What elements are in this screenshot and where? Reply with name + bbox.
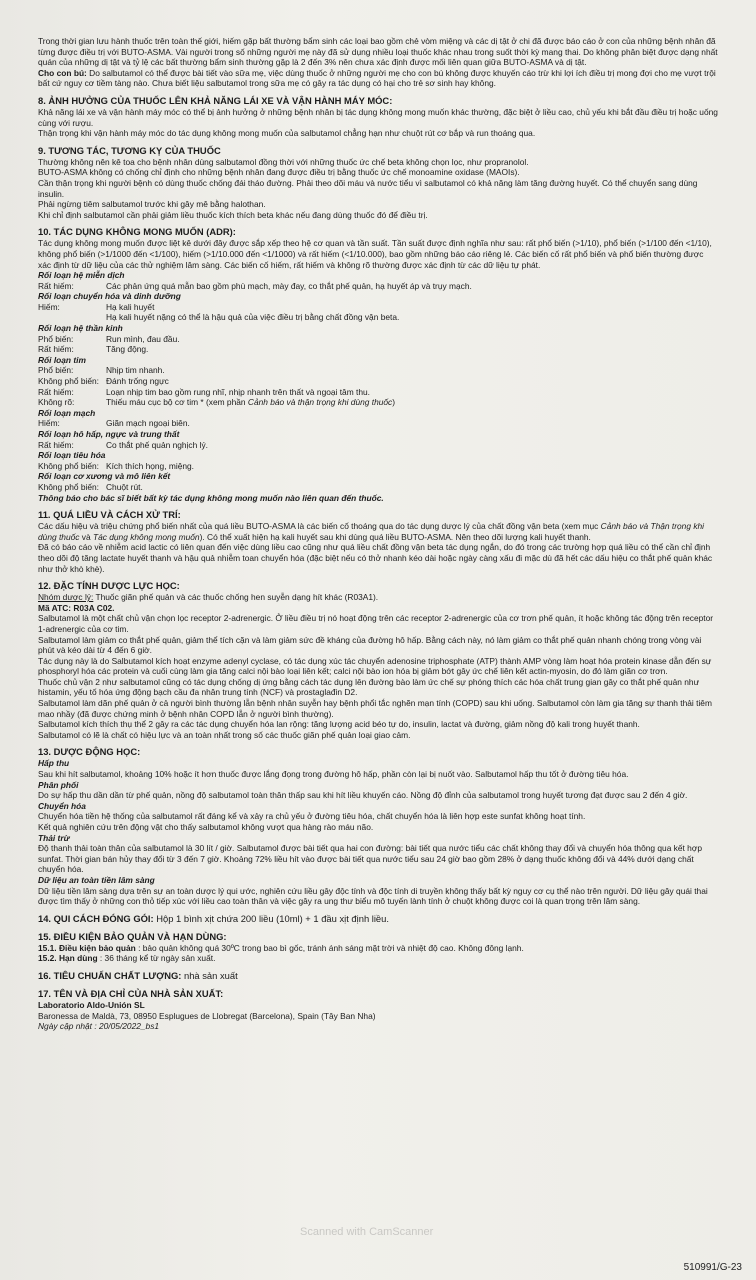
section-9-p3: Cần thận trọng khi người bệnh có dùng thuốc chống đái tháo đường. Phải theo dõi máu và nước tiểu vì salbutamol có khả năng làm tăng đường huyết. Có thể chuyển sang dùng insulin. [38,177,698,199]
breastfeeding-label: Cho con bú: [38,67,87,78]
section-8-title: 8. ẢNH HƯỞNG CỦA THUỐC LÊN KHẢ NĂNG LÁI XE VÀ VẬN HÀNH MÁY MÓC: [38,94,393,106]
metabolism-text: Chuyển hóa tiền hệ thống của salbutamol rất đáng kể và xảy ra chủ yếu ở đường tiêu hóa, chất chuyển hóa là liên hợp este sunfat không hoạt tính. [38,811,586,822]
metabolism-text-2: Kết quả nghiên cứu trên động vật cho thấy salbutamol không vượt qua hàng rào máu não. [38,822,374,832]
preclinical-text: Dữ liệu tiền lâm sàng dựa trên sự an toàn dược lý qui ước, nghiên cứu liều gây độc tính và độc tính di truyền không thấy bất kỳ nguy cơ cụ thể nào trên người. Dữ liệu gây quái thai được tìm thấy ở những con thỏ tiếp xúc với liều cao toàn thân và việc gây ra ung thư biểu mô tuyến lành tính ở chuột không được coi là quan trọng trên lâm sàng. [38,885,708,907]
breastfeeding-text: Do salbutamol có thể được bài tiết vào sữa mẹ, việc dùng thuốc ở những người mẹ cho con bú không được khuyến cáo trừ khi lợi ích điều trị mong đợi cho mẹ vượt trội bất cứ nguy cơ tiềm tàng nào. Chưa biết liệu salbutamol trong sữa mẹ có gây ra tác dụng có hại cho trẻ sơ sinh hay không. [38,67,716,89]
section-10-intro: Tác dụng không mong muốn được liệt kê dưới đây được sắp xếp theo hệ cơ quan và tần suất. Tần suất được định nghĩa như sau: rất phổ biến (>1/10), phổ biến (>1/100 đến <1/10), không phổ biến (>1/1000 đến <1/100), hiếm (>1/10.000 đến <1/1000) và rất hiếm (<1/10.000), bao gồm những báo cáo riêng lẻ. Các biến cố rất phổ biến và phổ biến thường được xác định từ dữ liệu của các thử nghiệm lâm sàng. Các biến cố hiếm, rất hiếm và không rõ thường được xác định từ các dữ liệu tự phát. [38,238,712,270]
section-17-title: 17. TÊN VÀ ĐỊA CHỈ CỦA NHÀ SẢN XUẤT: [38,987,224,999]
adr-row: Không phổ biến: Kích thích họng, miệng. [38,460,194,471]
adr-group-nervous: Rối loạn hệ thần kinh [38,323,123,334]
elimination-heading: Thải trừ [38,832,70,843]
section-9-p4: Phải ngừng tiêm salbutamol trước khi gây mê bằng halothan. [38,199,266,210]
adr-group-vascular: Rối loạn mạch [38,407,96,418]
adr-notice: Thông báo cho bác sĩ biết bất kỳ tác dụng không mong muốn nào liên quan đến thuốc. [38,492,384,503]
adr-group-musculoskeletal: Rối loạn cơ xương và mô liên kết [38,471,171,482]
section-11-p2: Đã có báo cáo về nhiễm acid lactic có liên quan đến việc dùng liều cao cũng như quá liều chất đồng vận beta tác dụng ngắn, do đó trong các trường hợp quá liều có thể cần chỉ định theo dõi độ tăng lactate huyết thanh và hậu quả nhiễm toan chuyển hóa (đặc biệt nếu có thở nhanh kéo dài hoặc ngày càng xấu đi mặc dù đã hết các dấu hiệu co thắt phế quản khác như thở khò khè). [38,542,713,574]
section-9-title: 9. TƯƠNG TÁC, TƯƠNG KỴ CỦA THUỐC [38,144,221,156]
section-12-p1: Salbutamol là một chất chủ vận chọn lọc receptor 2-adrenergic. Ở liều điều trị nó hoạt động trên các receptor 2-adrenergic của cơ trơn phế quản, ít hoặc không tác động trên receptor 1-adrenergic của cơ tim. [38,613,714,634]
metabolism-heading: Chuyển hóa [38,800,86,811]
document-code: 510991/G-23 [683,1262,742,1273]
adr-row: Hiếm: Giãn mạch ngoại biên. [38,418,190,429]
adr-row: Phổ biến: Nhịp tim nhanh. [38,365,165,376]
section-9-p5: Khi chỉ định salbutamol cần phải giảm liều thuốc kích thích beta khác nếu đang dùng thuốc đó để điều trị. [38,209,428,220]
adr-row-continued: Hạ kali huyết nặng có thể là hậu quả của việc điều trị bằng chất đồng vận beta. [106,312,400,323]
preclinical-heading: Dữ liệu an toàn tiền lâm sàng [38,874,155,885]
adr-row: Rất hiếm: Các phản ứng quá mẫn bao gồm phù mạch, mày đay, co thắt phế quản, hạ huyết áp và trụy mạch. [38,280,472,291]
section-15-title: 15. ĐIỀU KIỆN BẢO QUẢN VÀ HẠN DÙNG: [38,930,227,942]
adr-row: Không rõ: Thiếu máu cục bộ cơ tim * (xem phần Cảnh báo và thận trọng khi dùng thuốc) [38,397,396,408]
adr-row: Rất hiếm: Tăng động. [38,344,149,355]
adr-row: Không phổ biến: Đánh trống ngực [38,376,169,387]
section-12-p5: Salbutamol làm dãn phế quản ở cả người bình thường lẫn bệnh nhân suyễn hay bệnh phổi tắc nghẽn mạn tính (COPD) sau khi uống. Salbutamol còn làm gia tăng sự thanh thải tiêm mao nhầy (đã được chứng minh ở bệnh nhân COPD lẫn ở người bình thường). [38,698,712,719]
adr-group-respiratory: Rối loạn hô hấp, ngực và trung thất [38,429,180,439]
distribution-text: Do sự hấp thu dần dần từ phế quản, nồng độ salbutamol toàn thân thấp sau khi hít liều khuyến cáo. Nồng độ đỉnh của salbutamol trong huyết tương đạt được sau 2 đến 4 giờ. [38,790,688,801]
section-12-p7: Salbutamol có lẽ là chất có hiệu lực và an toàn nhất trong số các thuốc giãn phế quản loại giao cảm. [38,729,411,740]
distribution-heading: Phân phối [38,779,79,790]
shelf-life: 15.2. Hạn dùng : 36 tháng kể từ ngày sản xuất. [38,953,216,964]
pharmacological-group: Nhóm dược lý: Thuốc giãn phế quản và các thuốc chống hen suyễn dạng hít khác (R03A1). [38,592,379,603]
section-13-title: 13. DƯỢC ĐỘNG HỌC: [38,746,141,758]
adr-group-immune: Rối loạn hệ miễn dịch [38,270,125,281]
section-10-title: 10. TÁC DỤNG KHÔNG MONG MUỐN (ADR): [38,226,236,238]
section-14: 14. QUI CÁCH ĐÓNG GÓI: Hộp 1 bình xịt chứa 200 liều (10ml) + 1 đầu xịt định liều. [38,912,389,924]
section-12-p4: Thuốc chủ vận 2 như salbutamol cũng có tác dụng chống dị ứng bằng cách tác dụng lên đường bào làm ức chế sự phóng thích các hóa chất trung gian gây co thắt phế quản như histamin, yếu tố hóa ứng động bạch cầu đa nhân trung tính (NCF) và prostaglađin D2. [38,676,700,698]
section-12-title: 12. ĐẶC TÍNH DƯỢC LỰC HỌC: [38,580,180,592]
section-9-p2: BUTO-ASMA không có chống chỉ định cho những bệnh nhân đang được điều trị bằng thuốc ức chế monoamine oxidase (MAOIs). [38,167,520,178]
absorption-text: Sau khi hít salbutamol, khoảng 10% hoặc ít hơn thuốc được lắng đọng trong đường hô hấp, phần còn lại bị nuốt vào. Salbutamol hấp thu tốt ở đường tiêu hóa. [38,769,629,780]
section-11-p1: Các dấu hiệu và triệu chứng phổ biến nhất của quá liều BUTO-ASMA là các biến cố thoáng qua do tác dụng dược lý của chất đồng vận beta (xem mục Cảnh báo và Thận trọng khi dùng thuốc và Tác dụng không mong muốn). Có thể xuất hiện hạ kali huyết sau khi dùng quá liều BUTO-ASMA. Nên theo dõi lượng kali huyết thanh. [38,521,705,542]
section-11-title: 11. QUÁ LIỀU VÀ CÁCH XỬ TRÍ: [38,509,181,521]
breastfeeding-paragraph [38,68,718,89]
atc-code: Mã ATC: R03A C02. [38,602,115,613]
section-8-p2: Thận trọng khi vận hành máy móc do tác dụng không mong muốn của salbutamol chẳng hạn như chuột rút cơ bắp và run thoáng qua. [38,128,536,139]
pregnancy-paragraph: Trong thời gian lưu hành thuốc trên toàn thế giới, hiếm gặp bất thường bẩm sinh các loại bao gồm chẻ vòm miệng và các dị tật ở chi đã được báo cáo ở con của những bệnh nhân đã từng được điều trị với BUTO-ASMA. Vài người trong số những người mẹ này đã sử dụng nhiều loại thuốc khác nhau trong suốt thời kỳ mang thai. Do không phân biệt được dạng nhất quán của những dị tật và tỷ lệ các bất thường bẩm sinh thường gặp là 2 đến 3% nên chưa xác định được mối liên quan giữa BUTO-ASMA và dị tật. [38,36,718,68]
section-12-p6: Salbutamol kích thích thụ thể 2 gây ra các tác dụng chuyển hóa lan rộng: tăng lượng acid béo tự do, insulin, lactat và đường, giảm nồng độ kali trong huyết thanh. [38,719,640,730]
adr-row: Không phổ biến: Chuột rút. [38,481,143,492]
adr-group-metabolism: Rối loạn chuyển hóa và dinh dưỡng [38,291,181,302]
adr-group-gastro: Rối loạn tiêu hóa [38,450,106,461]
cross-reference: Cảnh báo và thận trọng khi dùng thuốc [247,397,393,408]
update-date: Ngày cập nhật : 20/05/2022_bs1 [38,1021,160,1032]
adr-row: Rất hiếm: Loạn nhịp tim bao gồm rung nhĩ, nhịp nhanh trên thất và ngoại tâm thu. [38,386,370,397]
leaflet-content [38,36,718,1032]
manufacturer-address: Baronessa de Maldà, 73, 08950 Esplugues de Llobregat (Barcelona), Spain (Tây Ban Nha) [38,1010,376,1021]
adr-row: Hiếm: Hạ kali huyết [38,301,155,312]
adr-row: Rất hiếm: Co thắt phế quản nghịch lý. [38,439,208,450]
storage-conditions: 15.1. Điều kiện bảo quản : bảo quản không quá 30ºC trong bao bì gốc, tránh ánh sáng mặt trời và nhiệt độ cao. Không đông lạnh. [38,942,524,953]
absorption-heading: Hấp thu [38,758,70,769]
section-16: 16. TIÊU CHUẨN CHẤT LƯỢNG: nhà sản xuất [38,969,238,981]
section-12-p3: Tác dụng này là do Salbutamol kích hoạt enzyme adenyl cyclase, có tác dụng xúc tác chuyển adenosine triphosphate (ATP) thành AMP vòng làm hoạt hóa protein kinase dẫn đến sự phosphoryl hóa các protein và cuối cùng làm gia tăng calci nội bào loại liên kết; calci nội bào ion hóa bị giảm bớt gây ức chế liên kết actin-myosin, do đó làm giãn cơ trơn. [38,655,712,677]
scanner-watermark: Scanned with CamScanner [300,1226,434,1238]
elimination-text: Độ thanh thải toàn thân của salbutamol là 30 lít / giờ. Salbutamol được bài tiết qua hai con đường: bài tiết qua nước tiểu các chất không thay đổi và chuyển hóa thông qua kết hợp sunfat. Thời gian bán hủy thay đổi từ 3 đến 7 giờ. Khoảng 72% liều hít vào được bài tiết qua nước tiểu sau 24 giờ bao gồm 28% ở dạng thuốc không đổi và 44% dưới dạng chất chuyển hóa. [38,843,702,875]
section-12-p2: Salbutamol làm giảm co thắt phế quản, giảm thể tích cặn và làm giảm sức đề kháng của đường hô hấp. Bằng cách này, nó làm giảm co thắt phế quản nhanh chóng trong vòng vài phút và kéo dài từ 4 đến 6 giờ. [38,634,702,656]
adr-group-cardiac: Rối loạn tim [38,354,86,365]
section-8-p1: Khả năng lái xe và vận hành máy móc có thể bị ảnh hưởng ở những bệnh nhân bị tác dụng không mong muốn khác thường, đặc biệt ở liều cao, chủ yếu khi bắt đầu điều trị hoặc uống cùng với rượu. [38,106,718,128]
section-9-p1: Thường không nên kê toa cho bệnh nhân dùng salbutamol đồng thời với những thuốc ức chế beta không chọn lọc, như propranolol. [38,156,529,167]
manufacturer-name: Laboratorio Aldo-Unión SL [38,999,145,1010]
adr-row: Phổ biến: Run mình, đau đầu. [38,333,180,344]
